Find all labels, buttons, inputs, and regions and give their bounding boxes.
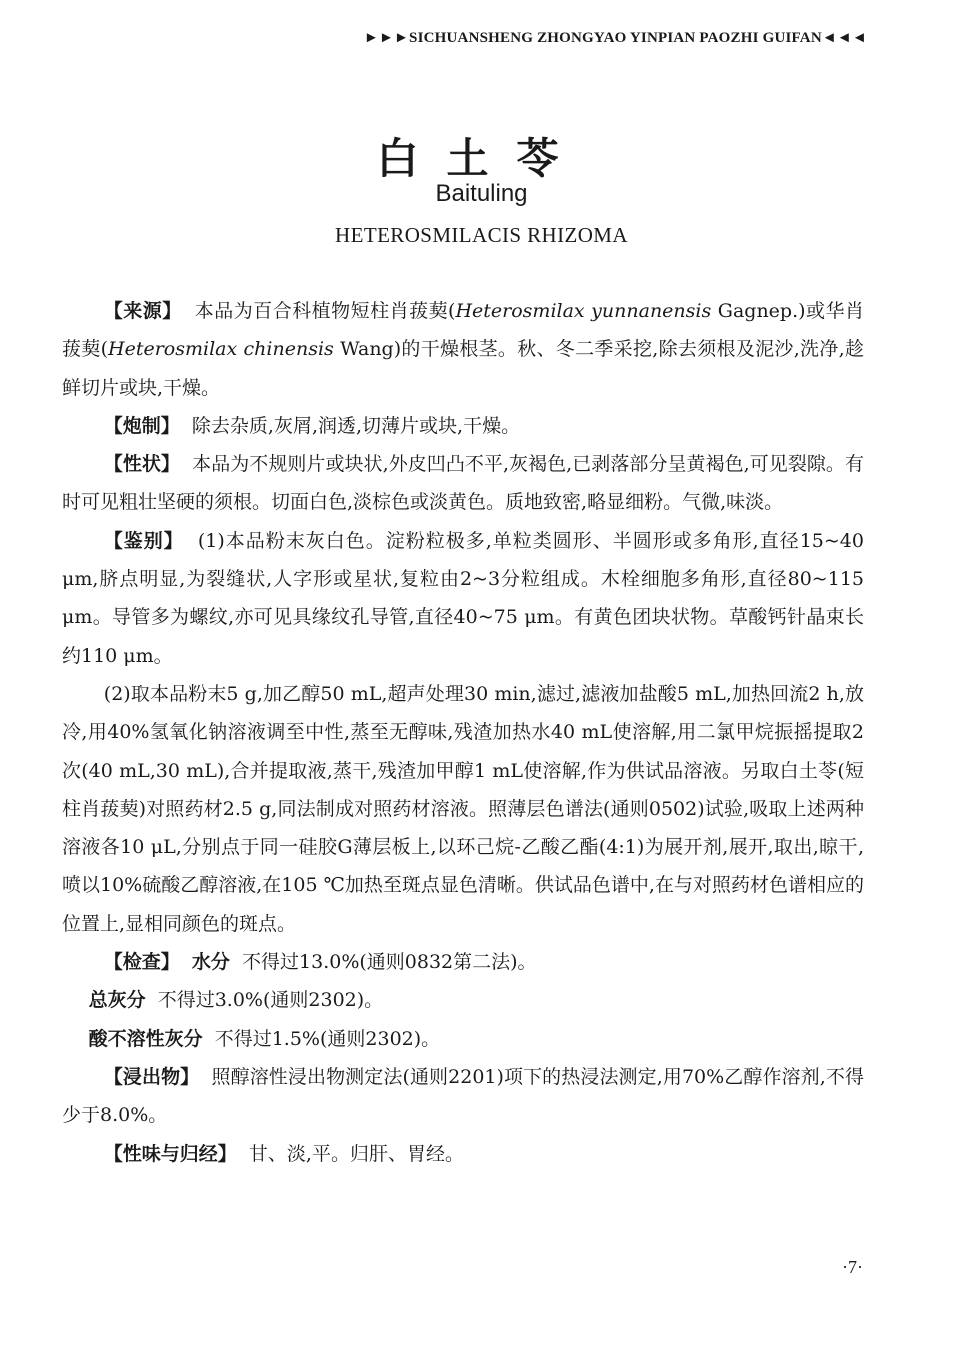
section-processing [62,407,864,445]
extract-label: 【浸出物】 [103,1065,200,1088]
identification-label: 【鉴别】 [103,529,184,552]
section-nature [62,1135,864,1173]
pinyin-title: Baituling [435,180,528,207]
source-label: 【来源】 [103,300,182,322]
page-number: ·7· [842,1257,863,1277]
total-ash-text: 不得过3.0%(通则2302)。 [157,989,384,1012]
section-source [62,292,864,407]
description-text: 本品为不规则片或块状,外皮凹凸不平,灰褐色,已剥落部分呈黄褐色,可见裂隙。有时可见粗壮坚硬的须根。切面白色,淡棕色或淡黄色。质地致密,略显细粉。气微,味淡。 [62,453,864,514]
section-extract [62,1058,864,1135]
description-label: 【性状】 [103,453,180,476]
acid-ash-label: 酸不溶性灰分 [88,1027,203,1050]
source-text-2: Gagnep.)或华肖菝葜( [62,300,864,361]
monograph-body [62,292,864,1173]
section-description [62,445,864,522]
acid-ash-line [62,1020,864,1058]
identification-text-2: (2)取本品粉末5 g,加乙醇50 mL,超声处理30 min,滤过,滤液加盐酸5 mL,加热回流2 h,放冷,用40%氢氧化钠溶液调至中性,蒸至无醇味,残渣加热水40 mL使溶解,用二氯甲烷振摇提取2次(40 mL,30 mL),合并提取液,蒸干,残渣加甲醇1 mL使溶解,作为供试品溶液。另取白土苓(短柱肖菝葜)对照药材2.5 g,同法制成对照药材溶液。照薄层色谱法(通则0502)试验,吸取上述两种溶液各10 μL,分别点于同一硅胶G薄层板上,以环己烷-乙酸乙酯(4:1)为展开剂,展开,取出,晾干,喷以10%硫酸乙醇溶液,在105 ℃加热至斑点显色清晰。供试品色谱中,在与对照药材色谱相应的位置上,显相同颜色的斑点。 [62,682,864,935]
section-identification [62,522,864,675]
identification-text-1: (1)本品粉末灰白色。淀粉粒极多,单粒类圆形、半圆形或多角形,直径15~40 μm,脐点明显,为裂缝状,人字形或星状,复粒由2~3分粒组成。木栓细胞多角形,直径80~115 μm。导管多为螺纹,亦可见具缘纹孔导管,直径40~75 μm。有黄色团块状物。草酸钙针晶束长约110 μm。 [62,529,864,667]
moisture-text: 不得过13.0%(通则0832第二法)。 [242,951,537,974]
moisture-label: 水分 [191,951,230,974]
source-text-1: 本品为百合科植物短柱肖菝葜( [194,300,456,322]
section-inspection [62,943,864,981]
nature-text: 甘、淡,平。归肝、胃经。 [248,1142,464,1165]
source-text-3: Wang)的干燥根茎。秋、冬二季采挖,除去须根及泥沙,洗净,趁鲜切片或块,干燥。 [62,338,864,399]
total-ash-line [62,981,864,1019]
processing-label: 【炮制】 [103,414,180,437]
total-ash-label: 总灰分 [88,989,146,1012]
identification-paragraph-2 [62,675,864,943]
latin-title: HETEROSMILACIS RHIZOMA [335,223,628,247]
nature-label: 【性味与归经】 [103,1142,237,1165]
inspection-label: 【检查】 [103,951,180,974]
acid-ash-text: 不得过1.5%(通则2302)。 [214,1027,441,1050]
species-name-2: Heterosmilax chinensis [108,338,334,361]
species-name-1: Heterosmilax yunnanensis [455,300,712,322]
extract-text: 照醇溶性浸出物测定法(通则2201)项下的热浸法测定,用70%乙醇作溶剂,不得少于8.0%。 [62,1065,864,1127]
page-title: 白土苓 [376,134,587,183]
processing-text: 除去杂质,灰屑,润透,切薄片或块,干燥。 [191,414,521,437]
running-head: ►►►SICHUANSHENG ZHONGYAO YINPIAN PAOZHI GUIFAN◄◄◄ [363,30,867,46]
